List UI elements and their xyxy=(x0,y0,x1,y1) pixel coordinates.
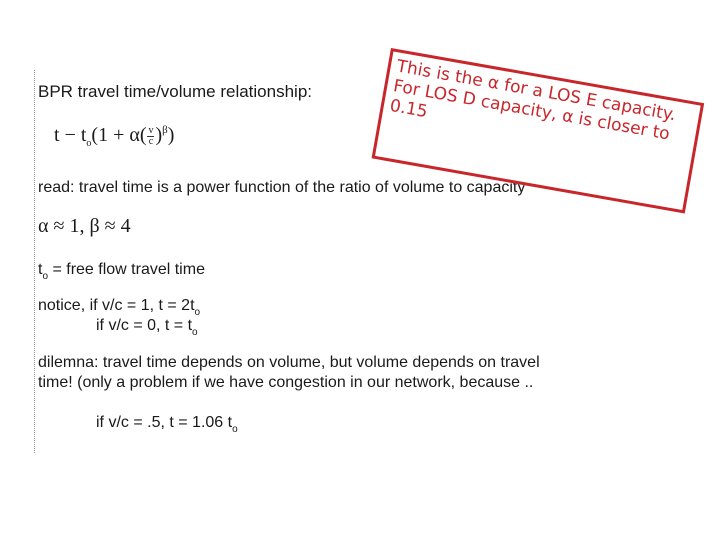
formula-t0: t xyxy=(80,124,87,146)
free-flow-t: t xyxy=(38,261,43,278)
formula-open: (1 + α( xyxy=(91,124,147,146)
notice-line-1-text: notice, if v/c = 1, t = 2t xyxy=(38,297,195,314)
slide-left-border xyxy=(34,70,35,453)
formula-equals: − xyxy=(59,124,81,146)
half-capacity-line xyxy=(96,413,238,440)
annotation-text: This is the α for a LOS E capacity. For LOS D capacity, α is closer to 0.15 xyxy=(388,56,678,145)
free-flow-subscript: o xyxy=(42,271,49,282)
notice-line-2-subscript: o xyxy=(192,327,198,338)
parameter-values: α ≈ 1, β ≈ 4 xyxy=(38,215,131,237)
dilemma-line-1: dilemna: travel time depends on volume, but volume depends on travel xyxy=(38,354,540,371)
free-flow-text: = free flow travel time xyxy=(48,261,205,278)
formula-fraction xyxy=(147,126,154,147)
formula-t0-subscript: o xyxy=(86,138,92,149)
formula-beta-exponent: β xyxy=(162,124,168,136)
formula-end: ) xyxy=(167,124,175,146)
formula-close: ) xyxy=(155,124,163,146)
free-flow-line xyxy=(38,260,205,287)
notice-line-2 xyxy=(96,316,198,343)
formula-t: t xyxy=(54,124,60,146)
formula-numerator: v xyxy=(148,124,154,136)
half-capacity-text: if v/c = .5, t = 1.06 t xyxy=(96,414,233,431)
bpr-formula xyxy=(54,124,174,149)
dilemma-line-2: time! (only a problem if we have congestion in our network, because .. xyxy=(38,374,534,391)
slide-heading: BPR travel time/volume relationship: xyxy=(38,82,313,101)
read-line: read: travel time is a power function of the ratio of volume to capacity xyxy=(38,179,526,196)
formula-denominator: c xyxy=(148,135,154,147)
notice-line-2-text: if v/c = 0, t = t xyxy=(96,317,193,334)
notice-line-1-subscript: o xyxy=(194,307,201,318)
half-capacity-subscript: o xyxy=(232,424,238,435)
